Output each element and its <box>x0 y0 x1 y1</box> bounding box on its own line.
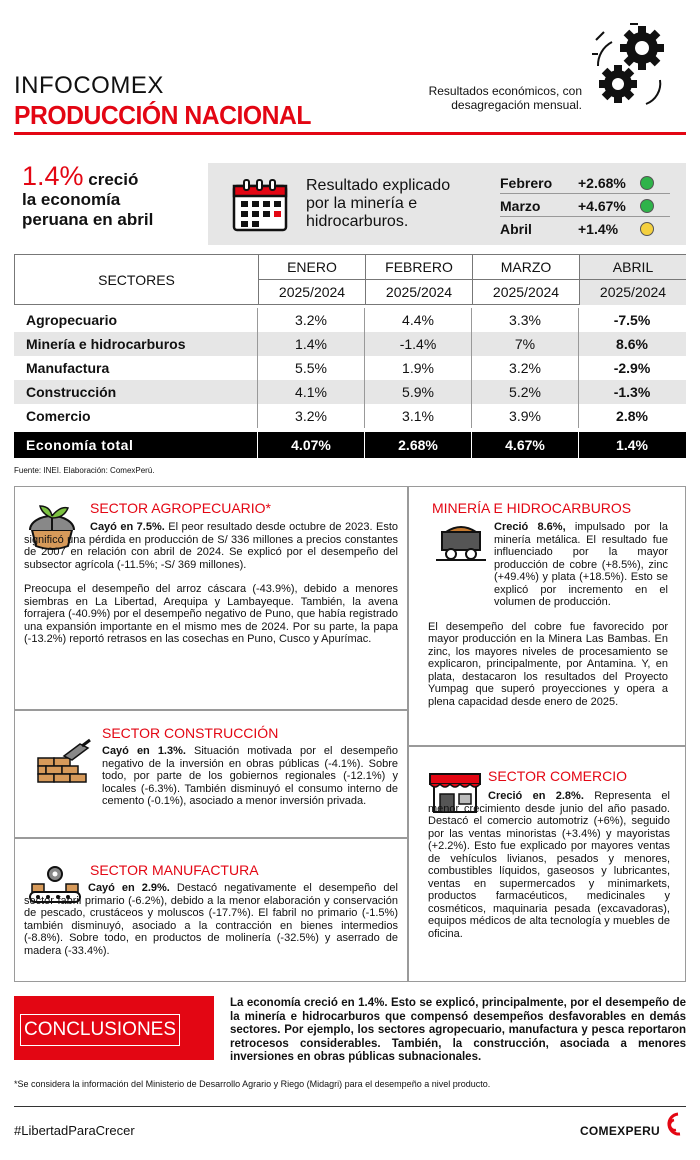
sectors-header: SECTORES <box>98 272 175 288</box>
footnote: *Se considera la información del Ministerio de Desarrollo Agrario y Riego (Midagri) para el desempeño a nivel producto. <box>14 1079 491 1089</box>
month-row-febrero: Febrero +2.68% <box>500 172 670 194</box>
header-description: Resultados económicos, con desagregación mensual. <box>428 84 582 112</box>
calendar-icon <box>232 178 288 232</box>
comercio-title: SECTOR COMERCIO <box>488 768 627 784</box>
table-row: Minería e hidrocarburos 1.4% -1.4% 7% 8.6% <box>14 332 686 356</box>
col-enero: ENERO 2025/2024 <box>258 255 365 305</box>
col-febrero: FEBRERO 2025/2024 <box>365 255 472 305</box>
status-dot-icon <box>640 199 654 213</box>
table-row: Construcción 4.1% 5.9% 5.2% -1.3% <box>14 380 686 404</box>
brand-logo-icon <box>662 1112 684 1142</box>
status-dot-icon <box>640 222 654 236</box>
month-row-abril: Abril +1.4% <box>500 218 670 240</box>
manufactura-title: SECTOR MANUFACTURA <box>90 862 259 878</box>
explained-text: Resultado explicado por la minería e hidrocarburos. <box>306 177 451 230</box>
conclusions-label: CONCLUSIONES <box>20 1014 180 1046</box>
mineria-title: MINERÍA E HIDROCARBUROS <box>432 500 632 516</box>
footer-rule <box>14 1106 686 1107</box>
gears-icon <box>590 20 680 112</box>
hashtag: #LibertadParaCrecer <box>14 1123 135 1138</box>
manufactura-body: Cayó en 2.9%. Destacó negativamente el desempeño del sector fabril primario (-6.2%), debido a la menor elaboración y conservación de pescado, crustáceos y moluscos (-17.7%). El fabril no primario (-1.5%) también disminuyó, asociado a la contracción en bienes intermedios (-8.8%). Sobre todo, en productos de molinería (-32.5%) y aserrado de madera (-33.4%). <box>24 882 398 957</box>
table-source: Fuente: INEI. Elaboración: ComexPerú. <box>14 466 155 475</box>
month-row-marzo: Marzo +4.67% <box>500 195 670 217</box>
page-title: PRODUCCIÓN NACIONAL <box>14 100 311 130</box>
agro-title: SECTOR AGROPECUARIO* <box>90 500 272 516</box>
table-header <box>14 254 686 304</box>
brand-name: COMEXPERU <box>579 1124 660 1138</box>
agro-body: Cayó en 7.5%. El peor resultado desde octubre de 2023. Esto significó una pérdida en producción de S/ 336 millones a precios constantes de 2007 en relación con abril de 2024. Se explicó por el desempeño del subsector agrícola (-11.5%; -S/ 369 millones). Preocupa el desempeño del arroz cáscara (-43.9%), debido a menores siembras en La Libertad, Arequipa y Lambayeque. También, la avena forrajera (-40.9%) por el desempeño negativo de Puno, que había registrado una expansión importante en el mismo mes de 2024. Por su parte, la papa (-13.2%) reportó retrasos en las cosechas en Puno, Cusco y Apurímac. <box>24 521 398 645</box>
table-total-row: Economía total 4.07% 2.68% 4.67% 1.4% <box>14 432 686 458</box>
conclusions-text: La economía creció en 1.4%. Esto se explicó, principalmente, por el desempeño de la minería e hidrocarburos que compensó desempeños desfavorables en demás sectores. Por ejemplo, los sectores agropecuario, manufactura y pesca reportaron retrocesos considerables. También, la construcción, asociada a menores inversiones en obras públicas subnacionales. <box>230 997 686 1063</box>
status-dot-icon <box>640 176 654 190</box>
kpi-headline: 1.4% creció la economía peruana en abril <box>22 161 154 229</box>
table-row: Manufactura 5.5% 1.9% 3.2% -2.9% <box>14 356 686 380</box>
table-row: Comercio 3.2% 3.1% 3.9% 2.8% <box>14 404 686 428</box>
header-rule <box>14 132 686 135</box>
comercio-body: Creció en 2.8%. Representa el menor crecimiento desde junio del año pasado. Destacó el comercio automotriz (+6%), seguido por las ventas minoristas (+3.4%) y mayoristas (+2.2%). Esto fue explicado por mayores ventas de vehículos livianos, pesados y menores, combustibles líquidos, gaseosos y lubricantes, ventas en supermercados y minimarkets, productos farmacéuticos, medicinales y cosméticos, maquinaria pesada (excavadoras), equipos médicos de alta tecnología y muebles de oficina. <box>428 790 670 940</box>
kpi-value: 1.4% <box>22 161 84 191</box>
col-marzo: MARZO 2025/2024 <box>472 255 579 305</box>
table-row: Agropecuario 3.2% 4.4% 3.3% -7.5% <box>14 308 686 332</box>
col-abril: ABRIL 2025/2024 <box>579 255 686 305</box>
mineria-body: Creció 8.6%, impulsado por la minería metálica. El resultado fue influenciado por la mayor producción de cobre (+8.5%), zinc (+49.4%) y plata (+18.5%). Esto se explicó por incremento en el volumen de producción. El desempeño del cobre fue favorecido por mayor producción en la Minera Las Bambas. En zinc, los mayores niveles de procesamiento se explicaron, principalmente, por Antamina. Y, en plata, destacaron los resultados del Proyecto Yumpag que superó proyecciones y opera a plena capacidad desde enero de 2025. <box>428 521 668 708</box>
header-title-top: INFOCOMEX <box>14 72 164 99</box>
sectors-table <box>14 254 686 458</box>
construccion-title: SECTOR CONSTRUCCIÓN <box>102 725 279 741</box>
construccion-body: Cayó en 1.3%. Situación motivada por el desempeño negativo de la inversión en obras públicas (-4.1%). Sobre todo, por parte de los gobiernos regionales (-12.1%) y locales (-6.3%). También disminuyó el consumo interno de cemento (-0.1%), asociado a menor inversión privada. <box>102 745 398 807</box>
